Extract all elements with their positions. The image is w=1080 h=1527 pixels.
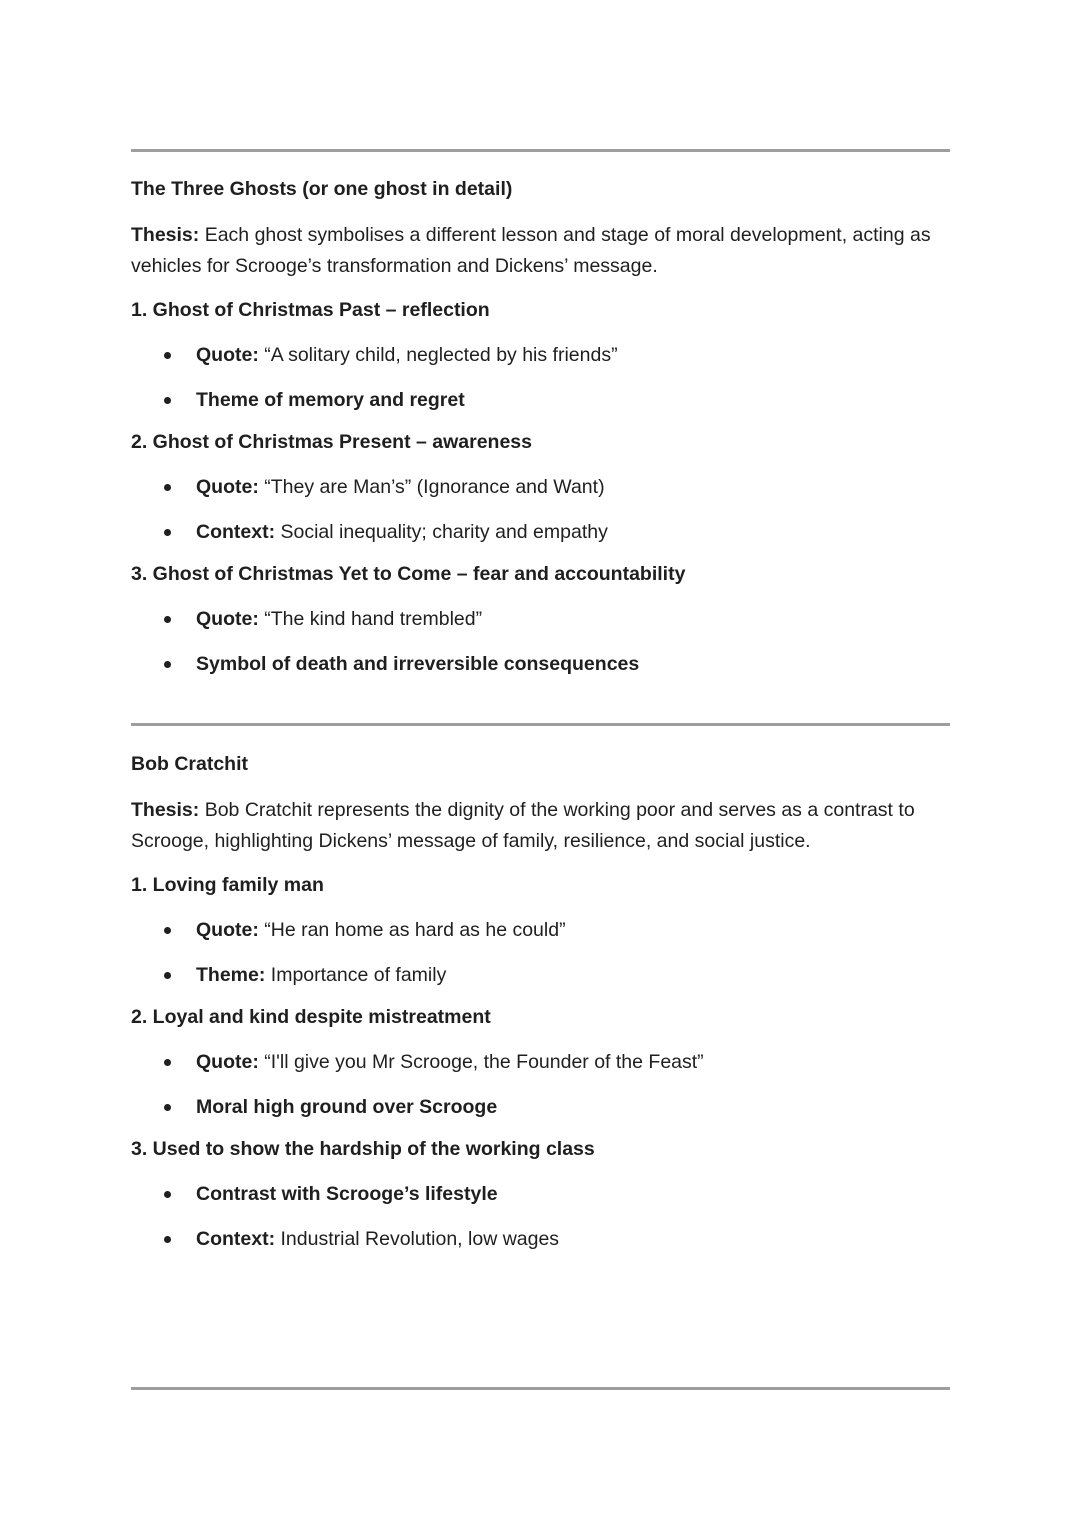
thesis-paragraph [131, 220, 950, 282]
list-item [131, 961, 950, 989]
bullet-icon [164, 484, 171, 491]
point-heading: 2. Loyal and kind despite mistreatment [131, 1006, 491, 1028]
bullet-list [131, 473, 950, 546]
bob-section [131, 750, 950, 1253]
horizontal-rule [131, 1387, 950, 1390]
bullet-icon [164, 1191, 171, 1198]
bullet-text: Contrast with Scrooge’s lifestyle [196, 1183, 498, 1205]
bullet-text: “I'll give you Mr Scrooge, the Founder of the Feast” [258, 1051, 704, 1073]
thesis-label: Thesis: [131, 224, 200, 246]
bullet-icon [164, 616, 171, 623]
bullet-list [131, 341, 950, 414]
bullet-label: Quote: [196, 1051, 259, 1073]
bullet-list [131, 1048, 950, 1121]
ghosts-section [131, 175, 950, 678]
list-item [131, 1093, 950, 1121]
bullet-text: “The kind hand trembled” [258, 608, 483, 630]
bullet-text: “A solitary child, neglected by his friends” [258, 344, 618, 366]
bullet-text: Importance of family [265, 964, 447, 986]
bullet-icon [164, 1236, 171, 1243]
bullet-text: “They are Man’s” (Ignorance and Want) [258, 476, 605, 498]
bullet-icon [164, 972, 171, 979]
bullet-icon [164, 529, 171, 536]
bullet-text: Theme of memory and regret [196, 389, 465, 411]
thesis-paragraph [131, 795, 950, 857]
point-heading: 3. Used to show the hardship of the working class [131, 1138, 595, 1160]
list-item [131, 386, 950, 414]
section-title: Bob Cratchit [131, 753, 248, 775]
bullet-text: “He ran home as hard as he could” [258, 919, 566, 941]
list-item [131, 916, 950, 944]
list-item [131, 518, 950, 546]
bullet-text: Moral high ground over Scrooge [196, 1096, 498, 1118]
bullet-label: Quote: [196, 476, 259, 498]
list-item [131, 605, 950, 633]
bullet-label: Quote: [196, 344, 259, 366]
list-item [131, 650, 950, 678]
point-heading: 1. Ghost of Christmas Past – reflection [131, 299, 490, 321]
horizontal-rule [131, 149, 950, 152]
horizontal-rule [131, 723, 950, 726]
bullet-icon [164, 661, 171, 668]
list-item [131, 341, 950, 369]
bullet-text: Industrial Revolution, low wages [275, 1228, 560, 1250]
list-item [131, 1048, 950, 1076]
thesis-text: Bob Cratchit represents the dignity of the working poor and serves as a contrast to Scrooge, highlighting Dickens’ message of family, resilience, and social justice. [131, 799, 915, 852]
bullet-list [131, 1180, 950, 1253]
section-title: The Three Ghosts (or one ghost in detail) [131, 178, 513, 200]
bullet-list [131, 605, 950, 678]
list-item [131, 1180, 950, 1208]
bullet-icon [164, 1104, 171, 1111]
bullet-label: Context: [196, 1228, 276, 1250]
thesis-text: Each ghost symbolises a different lesson and stage of moral development, acting as vehicles for Scrooge’s transformation and Dickens’ message. [131, 224, 931, 277]
thesis-label: Thesis: [131, 799, 200, 821]
bullet-list [131, 916, 950, 989]
point-heading: 2. Ghost of Christmas Present – awareness [131, 431, 532, 453]
bullet-label: Context: [196, 521, 276, 543]
list-item [131, 473, 950, 501]
bullet-icon [164, 927, 171, 934]
point-heading: 1. Loving family man [131, 874, 324, 896]
bullet-label: Quote: [196, 608, 259, 630]
document-page [131, 0, 950, 1527]
point-heading: 3. Ghost of Christmas Yet to Come – fear and accountability [131, 563, 686, 585]
bullet-text: Symbol of death and irreversible consequences [196, 653, 640, 675]
bullet-icon [164, 352, 171, 359]
bullet-label: Quote: [196, 919, 259, 941]
bullet-label: Theme: [196, 964, 266, 986]
bullet-icon [164, 1059, 171, 1066]
bullet-icon [164, 397, 171, 404]
list-item [131, 1225, 950, 1253]
bullet-text: Social inequality; charity and empathy [275, 521, 608, 543]
